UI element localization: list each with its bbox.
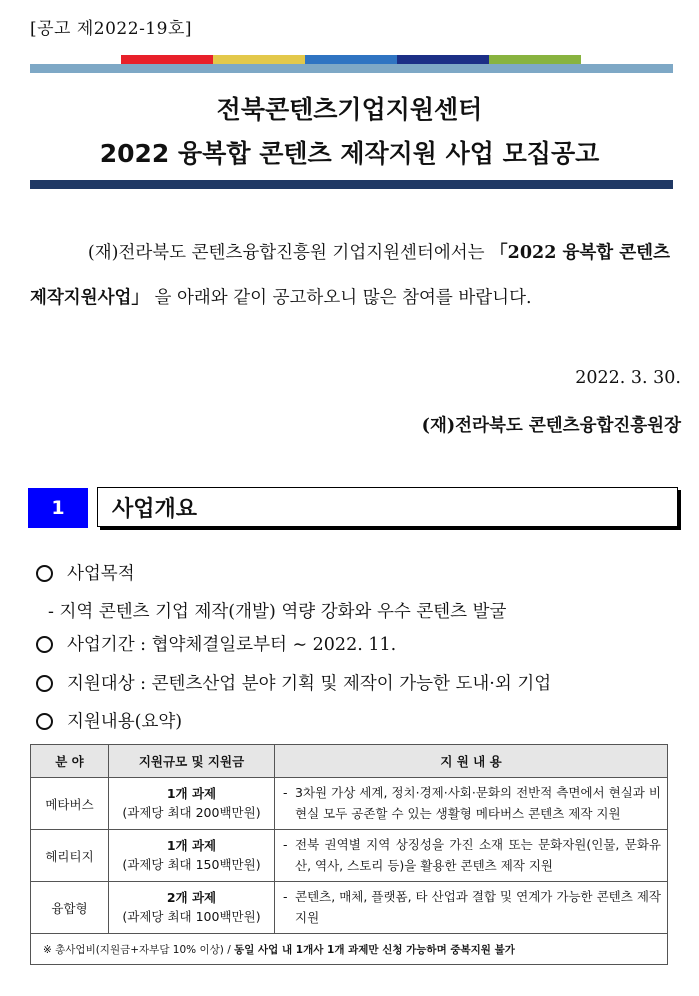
overview-text: 지원내용(요약) <box>67 712 183 732</box>
overview-purpose <box>36 560 135 585</box>
task-amount: (과제당 최대 200백만원) <box>122 804 261 820</box>
color-segment <box>213 55 305 64</box>
overview-text: 사업기간 : 협약체결일로부터 ∼ 2022. 11. <box>67 635 397 655</box>
desc-text: 콘텐츠, 매체, 플랫폼, 타 산업과 결합 및 연계가 가능한 콘텐츠 제작 지원 <box>295 888 661 925</box>
intro-emphasis: 제작지원사업」 <box>30 288 149 308</box>
desc-cell: - 3차원 가상 세계, 정치·경제·사회·문화의 전반적 측면에서 현실과 비현실 모두 공존할 수 있는 생활형 메타버스 콘텐츠 제작 지원 <box>275 778 668 830</box>
intro-text: 을 아래와 같이 공고하오니 많은 참여를 바랍니다. <box>148 288 532 308</box>
scale-cell <box>109 882 275 934</box>
circle-bullet-icon <box>36 565 53 582</box>
header-content: 지 원 내 용 <box>275 745 668 778</box>
table-row <box>31 882 668 934</box>
header-scale: 지원규모 및 지원금 <box>109 745 275 778</box>
task-count: 1개 과제 <box>166 838 217 854</box>
section-title <box>97 487 678 527</box>
header-color-bar <box>121 55 581 64</box>
circle-bullet-icon <box>36 636 53 653</box>
field-cell: 메타버스 <box>31 778 109 830</box>
page-title: 전북콘텐츠기업지원센터 <box>216 95 483 124</box>
desc-cell: - 전북 권역별 지역 상징성을 가진 소재 또는 문화자원(인물, 문화유산, 역사, 스토리 등)을 활용한 콘텐츠 제작 지원 <box>275 830 668 882</box>
table-header-row <box>31 745 668 778</box>
intro-text: (재)전라북도 콘텐츠융합진흥원 기업지원센터에서는 <box>87 243 485 263</box>
intro-line-2 <box>30 290 670 308</box>
organization-name: (재)전라북도 콘텐츠융합진흥원장 <box>421 416 681 436</box>
overview-text: 지원대상 : 콘텐츠산업 분야 기획 및 제작이 가능한 도내·외 기업 <box>67 674 552 694</box>
table-note <box>31 934 668 965</box>
section-number: 1 <box>28 488 88 528</box>
note-emphasis: 동일 사업 내 1개사 1개 과제만 신청 가능하며 중복지원 불가 <box>234 943 515 956</box>
notice-date: 2022. 3. 30. <box>575 368 681 388</box>
header-field: 분 야 <box>31 745 109 778</box>
overview-content <box>36 708 182 733</box>
color-segment <box>397 55 489 64</box>
table-row <box>31 778 668 830</box>
scale-cell <box>109 830 275 882</box>
circle-bullet-icon <box>36 675 53 692</box>
overview-target <box>36 670 551 695</box>
overview-text: 사업목적 <box>67 564 135 584</box>
task-count: 1개 과제 <box>166 786 217 802</box>
page-subtitle: 2022 융복합 콘텐츠 제작지원 사업 모집공고 <box>99 139 600 168</box>
field-cell: 헤리티지 <box>31 830 109 882</box>
desc-cell: - 콘텐츠, 매체, 플랫폼, 타 산업과 결합 및 연계가 가능한 콘텐츠 제작 지원 <box>275 882 668 934</box>
table-row <box>31 830 668 882</box>
intro-emphasis: 「2022 융복합 콘텐츠 <box>490 243 670 263</box>
desc-text: 3차원 가상 세계, 정치·경제·사회·문화의 전반적 측면에서 현실과 비현실 모두 공존할 수 있는 생활형 메타버스 콘텐츠 제작 지원 <box>295 784 661 821</box>
title-underline <box>30 180 673 189</box>
color-segment <box>121 55 213 64</box>
desc-text: 전북 권역별 지역 상징성을 가진 소재 또는 문화자원(인물, 문화유산, 역사, 스토리 등)을 활용한 콘텐츠 제작 지원 <box>295 836 661 873</box>
scale-cell <box>109 778 275 830</box>
field-cell: 융합형 <box>31 882 109 934</box>
circle-bullet-icon <box>36 713 53 730</box>
color-segment <box>489 55 581 64</box>
support-table <box>30 744 668 965</box>
header-band <box>30 64 673 73</box>
task-amount: (과제당 최대 100백만원) <box>122 908 261 924</box>
task-amount: (과제당 최대 150백만원) <box>122 856 261 872</box>
color-segment <box>305 55 397 64</box>
table-note-row <box>31 934 668 965</box>
notice-number: [공고 제2022-19호] <box>30 19 192 39</box>
note-text: ※ 총사업비(지원금+자부담 10% 이상) / <box>43 943 235 956</box>
task-count: 2개 과제 <box>166 890 217 906</box>
overview-period <box>36 631 396 656</box>
intro-line-1 <box>38 245 670 263</box>
section-title-text: 사업개요 <box>112 496 198 522</box>
overview-purpose-detail: - 지역 콘텐츠 기업 제작(개발) 역량 강화와 우수 콘텐츠 발굴 <box>48 602 507 622</box>
